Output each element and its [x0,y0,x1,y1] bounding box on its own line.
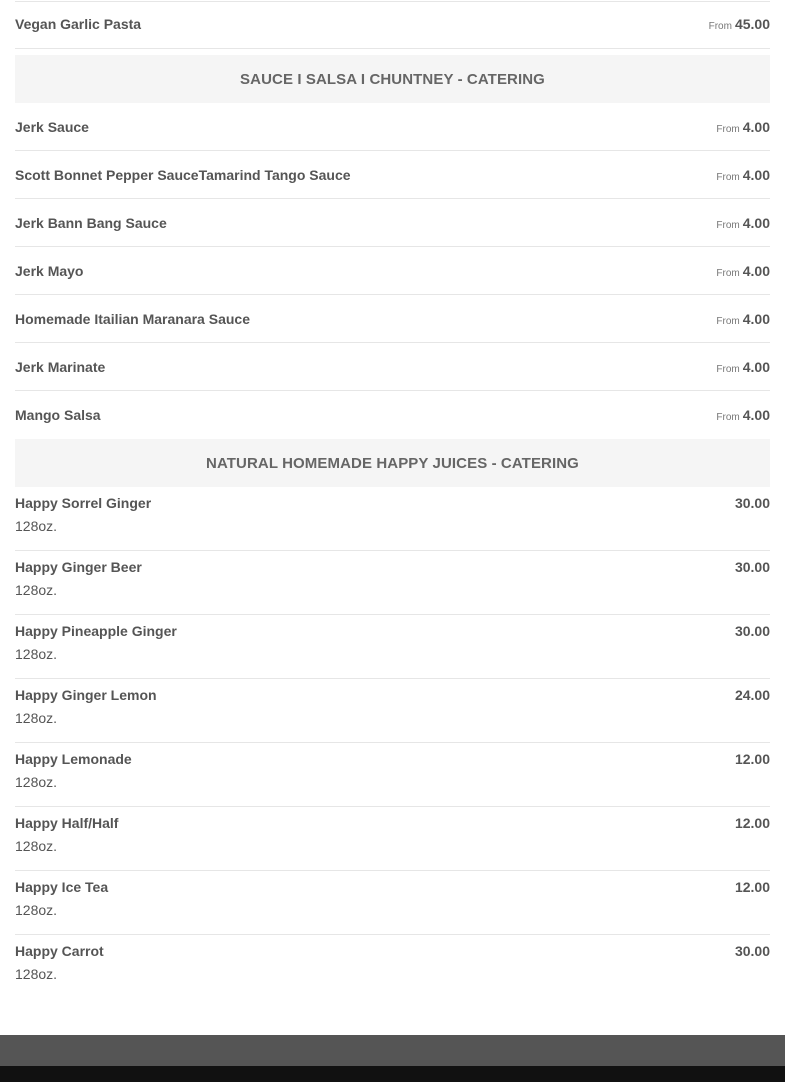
menu-item[interactable] [15,343,770,391]
item-name: Happy Sorrel Ginger [15,495,152,511]
item-name: Happy Half/Half [15,815,119,831]
price-value: 45.00 [734,16,770,32]
item-name: Happy Ice Tea [15,879,109,895]
menu-item[interactable] [15,151,770,199]
item-name: Happy Lemonade [15,751,132,767]
item-name: Homemade Itailian Maranara Sauce [15,311,250,327]
item-price: 12.00 [734,879,770,895]
section-header-sauce: SAUCE I SALSA I CHUNTNEY - CATERING [15,55,770,103]
item-name: Happy Carrot [15,943,104,959]
item-price [716,407,770,423]
price-from-label: From [716,124,740,135]
footer-bottom-strip [0,1066,785,1082]
section-header-juices: NATURAL HOMEMADE HAPPY JUICES - CATERING [15,439,770,487]
item-description: 128oz. [15,966,58,982]
item-name: Jerk Marinate [15,359,106,375]
item-price [716,215,770,231]
price-value: 4.00 [742,119,770,135]
item-description: 128oz. [15,902,58,918]
item-name: Happy Ginger Lemon [15,687,157,703]
item-price [709,16,770,32]
item-description: 128oz. [15,710,58,726]
item-description: 128oz. [15,774,58,790]
price-from-label: From [708,21,732,32]
menu-item[interactable] [15,743,770,807]
item-description: 128oz. [15,518,58,534]
item-description: 128oz. [15,582,58,598]
item-name: Mango Salsa [15,407,101,423]
item-price [716,359,770,375]
item-price: 12.00 [734,815,770,831]
price-value: 4.00 [742,407,770,423]
menu-item[interactable] [15,871,770,935]
menu-item[interactable] [15,199,770,247]
price-value: 4.00 [742,311,770,327]
item-name: Happy Ginger Beer [15,559,142,575]
price-value: 4.00 [742,215,770,231]
item-price: 24.00 [734,687,770,703]
item-price: 30.00 [734,943,770,959]
item-price: 12.00 [734,751,770,767]
item-price [716,119,770,135]
price-value: 4.00 [742,263,770,279]
menu-item[interactable] [15,807,770,871]
footer-bar [0,1035,785,1066]
price-from-label: From [716,268,740,279]
menu-item-vegan-garlic-pasta[interactable] [15,2,770,49]
item-name: Jerk Bann Bang Sauce [15,215,167,231]
catering-menu [15,0,770,999]
price-value: 4.00 [742,167,770,183]
menu-item[interactable] [15,103,770,151]
menu-item[interactable] [15,551,770,615]
menu-item[interactable] [15,679,770,743]
item-price: 30.00 [734,559,770,575]
price-from-label: From [716,316,740,327]
item-price: 30.00 [734,623,770,639]
menu-item[interactable] [15,247,770,295]
item-price [716,263,770,279]
item-name: Jerk Mayo [15,263,84,279]
menu-item[interactable] [15,295,770,343]
item-description: 128oz. [15,646,58,662]
item-name: Jerk Sauce [15,119,89,135]
menu-item[interactable] [15,935,770,999]
item-description: 128oz. [15,838,58,854]
price-value: 4.00 [742,359,770,375]
price-from-label: From [716,412,740,423]
menu-item[interactable] [15,487,770,551]
item-price: 30.00 [734,495,770,511]
item-price [716,311,770,327]
price-from-label: From [716,172,740,183]
price-from-label: From [716,364,740,375]
item-name: Scott Bonnet Pepper SauceTamarind Tango Sauce [15,167,351,183]
menu-item[interactable] [15,391,770,439]
price-from-label: From [716,220,740,231]
item-name: Happy Pineapple Ginger [15,623,177,639]
item-name: Vegan Garlic Pasta [15,16,142,32]
menu-item[interactable] [15,615,770,679]
item-price [716,167,770,183]
